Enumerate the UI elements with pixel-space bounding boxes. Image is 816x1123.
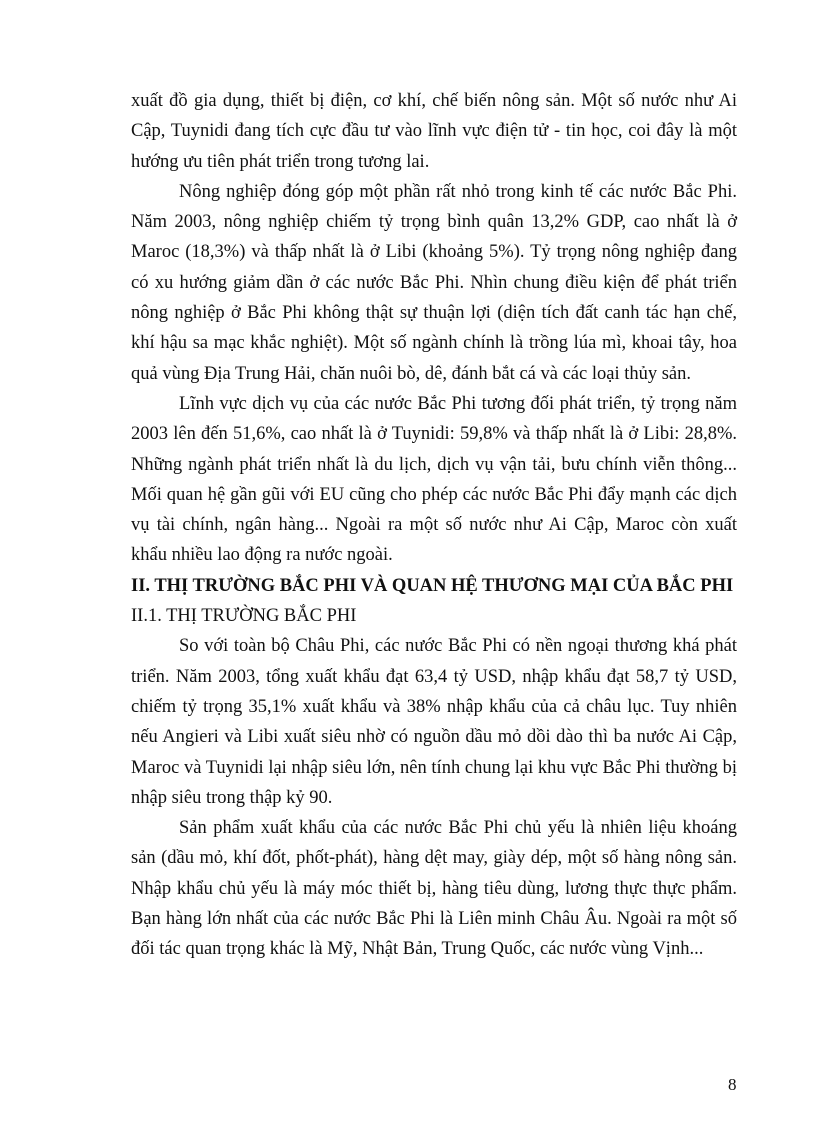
subsection-heading: II.1. THỊ TRƯỜNG BẮC PHI bbox=[131, 606, 357, 627]
body-paragraph: Sản phẩm xuất khẩu của các nước Bắc Phi chủ yếu là nhiên liệu khoáng sản (dầu mỏ, khí đốt, phốt-phát), hàng dệt may, giày dép, một số hàng nông sản. Nhập khẩu chủ yếu là máy móc thiết bị, hàng tiêu dùng, lương thực thực phẩm. Bạn hàng lớn nhất của các nước Bắc Phi là Liên minh Châu Âu. Ngoài ra một số đối tác quan trọng khác là Mỹ, Nhật Bản, Trung Quốc, các nước vùng Vịnh... bbox=[131, 818, 737, 960]
body-paragraph: Nông nghiệp đóng góp một phần rất nhỏ trong kinh tế các nước Bắc Phi. Năm 2003, nông nghiệp chiếm tỷ trọng bình quân 13,2% GDP, cao nhất là ở Maroc (18,3%) và thấp nhất là ở Libi (khoảng 5%). Tỷ trọng nông nghiệp đang có xu hướng giảm dần ở các nước Bắc Phi. Nhìn chung điều kiện để phát triển nông nghiệp ở Bắc Phi không thật sự thuận lợi (diện tích đất canh tác hạn chế, khí hậu sa mạc khắc nghiệt). Một số ngành chính là trồng lúa mì, khoai tây, hoa quả vùng Địa Trung Hải, chăn nuôi bò, dê, đánh bắt cá và các loại thủy sản. bbox=[131, 181, 737, 384]
document-page bbox=[131, 86, 737, 965]
body-paragraph: So với toàn bộ Châu Phi, các nước Bắc Phi có nền ngoại thương khá phát triển. Năm 2003, tổng xuất khẩu đạt 63,4 tỷ USD, nhập khẩu đạt 58,7 tỷ USD, chiếm tỷ trọng 35,1% xuất khẩu và 38% nhập khẩu của cả châu lục. Tuy nhiên nếu Angieri và Libi xuất siêu nhờ có nguồn dầu mỏ dồi dào thì ba nước Ai Cập, Maroc và Tuynidi lại nhập siêu lớn, nên tính chung lại khu vực Bắc Phi thường bị nhập siêu trong thập kỷ 90. bbox=[131, 636, 737, 808]
body-paragraph: Lĩnh vực dịch vụ của các nước Bắc Phi tương đối phát triển, tỷ trọng năm 2003 lên đến 51,6%, cao nhất là ở Tuynidi: 59,8% và thấp nhất là ở Libi: 28,8%. Những ngành phát triển nhất là du lịch, dịch vụ vận tải, bưu chính viễn thông... Mối quan hệ gần gũi với EU cũng cho phép các nước Bắc Phi đẩy mạnh các dịch vụ tài chính, ngân hàng... Ngoài ra một số nước như Ai Cập, Maroc còn xuất khẩu nhiều lao động ra nước ngoài. bbox=[131, 393, 737, 566]
body-paragraph: xuất đồ gia dụng, thiết bị điện, cơ khí, chế biến nông sản. Một số nước như Ai Cập, Tuynidi đang tích cực đầu tư vào lĩnh vực điện tử - tin học, coi đây là một hướng ưu tiên phát triển trong tương lai. bbox=[131, 91, 737, 172]
page-number: 8 bbox=[728, 1075, 737, 1094]
section-heading: II. THỊ TRƯỜNG BẮC PHI VÀ QUAN HỆ THƯƠNG MẠI CỦA BẮC PHI bbox=[131, 575, 734, 596]
